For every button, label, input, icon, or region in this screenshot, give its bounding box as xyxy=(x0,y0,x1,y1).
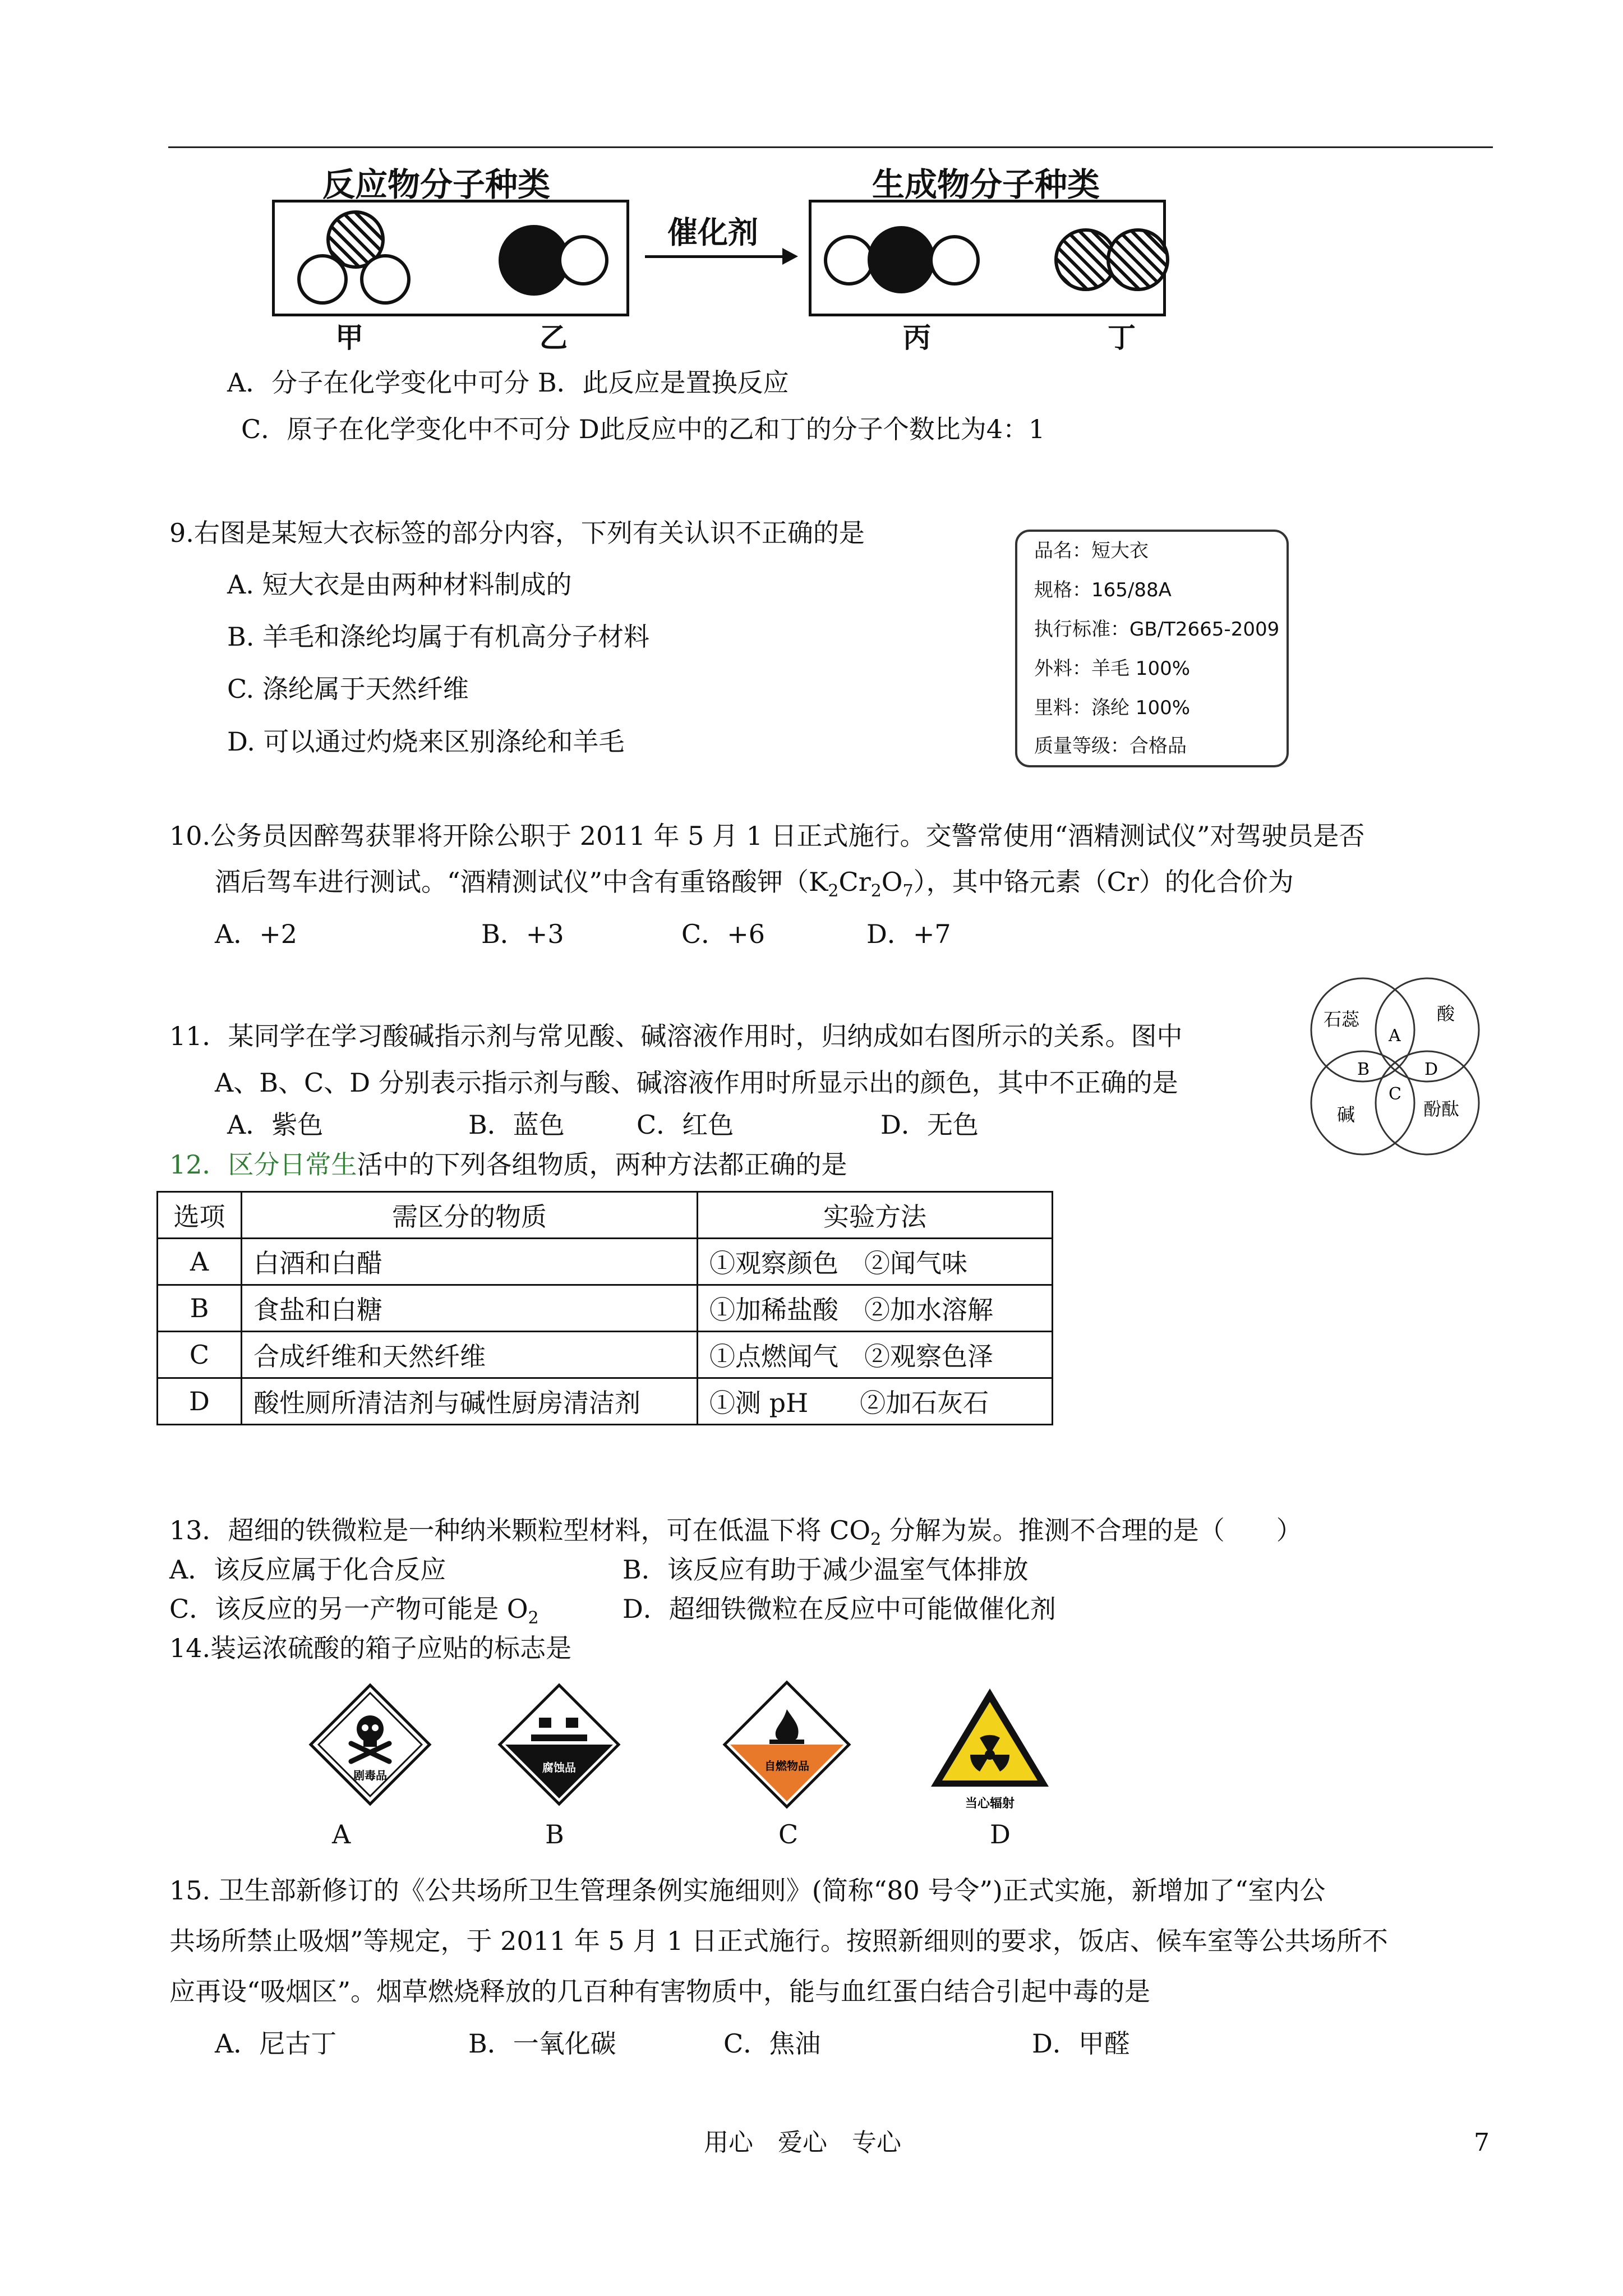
table-cell: ①观察颜色 ②闻气味 xyxy=(698,1239,1053,1285)
table-cell: D xyxy=(158,1378,242,1425)
spontaneous-combustion-sign xyxy=(722,1680,851,1809)
q12-stem: 12．区分日常生活中的下列各组物质，两种方法都正确的是 xyxy=(169,1149,847,1180)
white-atom xyxy=(929,235,980,286)
q13-stem: 13．超细的铁微粒是一种纳米颗粒型材料，可在低温下将 $CO_2$ 分解为炭。推测不合理的是（ ） xyxy=(169,1515,1302,1549)
q10-line2: 酒后驾车进行测试。“酒精测试仪”中含有重铬酸钾$(K_2Cr_2O_7)$，其中铬元素（Cr）的化合价为 xyxy=(215,867,1294,901)
venn-D: D xyxy=(1424,1060,1438,1079)
q11-line1: 11．某同学在学习酸碱指示剂与常见酸、碱溶液作用时，归纳成如右图所示的关系。图中 xyxy=(169,1021,1183,1051)
table-header: 需区分的物质 xyxy=(242,1192,698,1239)
sign-label-corrosive: 腐蚀品 xyxy=(542,1761,576,1774)
q8-options-line1: A．分子在化学变化中可分 B．此反应是置换反应 xyxy=(227,367,789,398)
white-atom xyxy=(824,235,874,286)
hatched-atom xyxy=(1106,228,1169,291)
q9-option-a: A. 短大衣是由两种材料制成的 xyxy=(227,569,572,600)
q13-option-a: A．该反应属于化合反应 xyxy=(169,1554,446,1585)
product-title: 生成物分子种类 xyxy=(872,165,1100,204)
table-cell: 合成纤维和天然纤维 xyxy=(242,1332,698,1378)
black-atom xyxy=(868,226,935,293)
table-cell: 白酒和白醋 xyxy=(242,1239,698,1285)
table-header: 选项 xyxy=(158,1192,242,1239)
q15-line3: 应再设“吸烟区”。烟草燃烧释放的几百种有害物质中，能与血红蛋白结合引起中毒的是 xyxy=(169,1976,1151,2007)
q13-option-d: D．超细铁微粒在反应中可能做催化剂 xyxy=(623,1594,1056,1624)
reaction-arrow xyxy=(645,255,785,258)
footer-motto: 用心 爱心 专心 xyxy=(704,2128,901,2157)
table-header: 实验方法 xyxy=(698,1192,1053,1239)
product-box xyxy=(809,200,1166,316)
q8-options-line2: C．原子在化学变化中不可分 D此反应中的乙和丁的分子个数比为4：1 xyxy=(241,414,1045,444)
white-atom xyxy=(297,254,348,305)
sign-label-combustion: 自燃物品 xyxy=(764,1759,809,1773)
q15-option-b: B．一氧化碳 xyxy=(468,2028,616,2059)
label-line: 品名：短大衣 xyxy=(1034,540,1149,562)
white-atom xyxy=(558,235,608,286)
table-cell: ①测 pH ②加石灰石 xyxy=(698,1378,1053,1425)
q11-line2: A、B、C、D 分别表示指示剂与酸、碱溶液作用时所显示出的颜色，其中不正确的是 xyxy=(215,1068,1178,1098)
q15-line1: 15. 卫生部新修订的《公共场所卫生管理条例实施细则》(简称“80 号令”)正式实施，新增加了“室内公 xyxy=(169,1875,1326,1906)
radiation-sign xyxy=(925,1683,1054,1818)
q13-option-b: B．该反应有助于减少温室气体排放 xyxy=(623,1554,1029,1585)
q11-option-c: C．红色 xyxy=(637,1110,734,1140)
mol-label-yi: 乙 xyxy=(540,321,568,354)
q10-option-c: C．+6 xyxy=(681,919,766,949)
q11-option-a: A．紫色 xyxy=(227,1110,324,1140)
table-row xyxy=(158,1378,1053,1425)
table-row xyxy=(158,1239,1053,1285)
top-rule xyxy=(168,146,1493,148)
indicator-venn-diagram xyxy=(1290,975,1503,1166)
q11-option-d: D．无色 xyxy=(880,1110,979,1140)
q9-option-c: C. 涤纶属于天然纤维 xyxy=(227,674,469,704)
clothing-label xyxy=(1015,530,1289,767)
table-cell: 食盐和白糖 xyxy=(242,1285,698,1332)
q10-option-b: B．+3 xyxy=(481,919,564,949)
sign-label-radiation: 当心辐射 xyxy=(965,1797,1015,1811)
q15-line2: 共场所禁止吸烟”等规定，于 2011 年 5 月 1 日正式施行。按照新细则的要求，饭店、候车室等公共场所不 xyxy=(169,1926,1388,1956)
q14-letter-c: C xyxy=(778,1819,799,1849)
table-cell: B xyxy=(158,1285,242,1332)
venn-A: A xyxy=(1389,1026,1401,1046)
toxic-sign xyxy=(308,1683,432,1806)
arrow-head xyxy=(782,248,798,265)
reactant-title: 反应物分子种类 xyxy=(322,165,551,204)
table-cell: ①加稀盐酸 ②加水溶解 xyxy=(698,1285,1053,1332)
q11-option-b: B．蓝色 xyxy=(468,1110,565,1140)
venn-acid: 酸 xyxy=(1437,1003,1455,1024)
table-row xyxy=(158,1285,1053,1332)
label-line: 外料：羊毛 100% xyxy=(1034,657,1191,680)
q15-option-c: C．焦油 xyxy=(723,2028,821,2059)
label-line: 规格：165/88A xyxy=(1034,579,1172,601)
mol-label-ding: 丁 xyxy=(1108,321,1136,354)
table-cell: 酸性厕所清洁剂与碱性厨房清洁剂 xyxy=(242,1378,698,1425)
q14-stem: 14.装运浓硫酸的箱子应贴的标志是 xyxy=(169,1633,572,1663)
q9-stem: 9.右图是某短大衣标签的部分内容，下列有关认识不正确的是 xyxy=(169,518,865,548)
table-cell: A xyxy=(158,1239,242,1285)
corrosive-sign xyxy=(497,1683,621,1806)
venn-C: C xyxy=(1389,1084,1401,1104)
venn-litmus: 石蕊 xyxy=(1324,1009,1360,1030)
q10-option-a: A．+2 xyxy=(215,919,298,949)
q15-option-a: A．尼古丁 xyxy=(215,2028,337,2059)
catalyst-label: 催化剂 xyxy=(667,215,758,250)
reactant-box xyxy=(272,200,629,316)
mol-label-jia: 甲 xyxy=(335,321,363,354)
mol-label-bing: 丙 xyxy=(903,321,931,354)
q13-option-c: C．该反应的另一产物可能是 $O_2$ xyxy=(169,1594,539,1628)
q9-option-d: D. 可以通过灼烧来区别涤纶和羊毛 xyxy=(227,726,625,757)
venn-phenolphthalein: 酚酞 xyxy=(1423,1098,1460,1120)
q15-option-d: D．甲醛 xyxy=(1032,2028,1130,2059)
white-atom xyxy=(360,254,411,305)
q12-table xyxy=(156,1191,1053,1425)
q14-letter-d: D xyxy=(990,1819,1011,1849)
sign-label-toxic: 剧毒品 xyxy=(353,1769,387,1782)
label-line: 里料：涤纶 100% xyxy=(1034,697,1191,719)
q10-line1: 10.公务员因醉驾获罪将开除公职于 2011 年 5 月 1 日正式施行。交警常使用“酒精测试仪”对驾驶员是否 xyxy=(169,821,1365,851)
q14-letter-a: A xyxy=(332,1819,351,1849)
table-header-row xyxy=(158,1192,1053,1239)
table-row xyxy=(158,1332,1053,1378)
table-cell: ①点燃闻气 ②观察色泽 xyxy=(698,1332,1053,1378)
q10-option-d: D．+7 xyxy=(866,919,951,949)
q14-letter-b: B xyxy=(545,1819,564,1849)
q9-option-b: B. 羊毛和涤纶均属于有机高分子材料 xyxy=(227,622,650,652)
label-line: 质量等级：合格品 xyxy=(1034,735,1187,757)
page-number: 7 xyxy=(1474,2128,1490,2157)
table-cell: C xyxy=(158,1332,242,1378)
venn-base: 碱 xyxy=(1337,1104,1355,1125)
venn-B: B xyxy=(1357,1060,1370,1079)
label-line: 执行标准：GB/T2665-2009 xyxy=(1034,618,1280,641)
